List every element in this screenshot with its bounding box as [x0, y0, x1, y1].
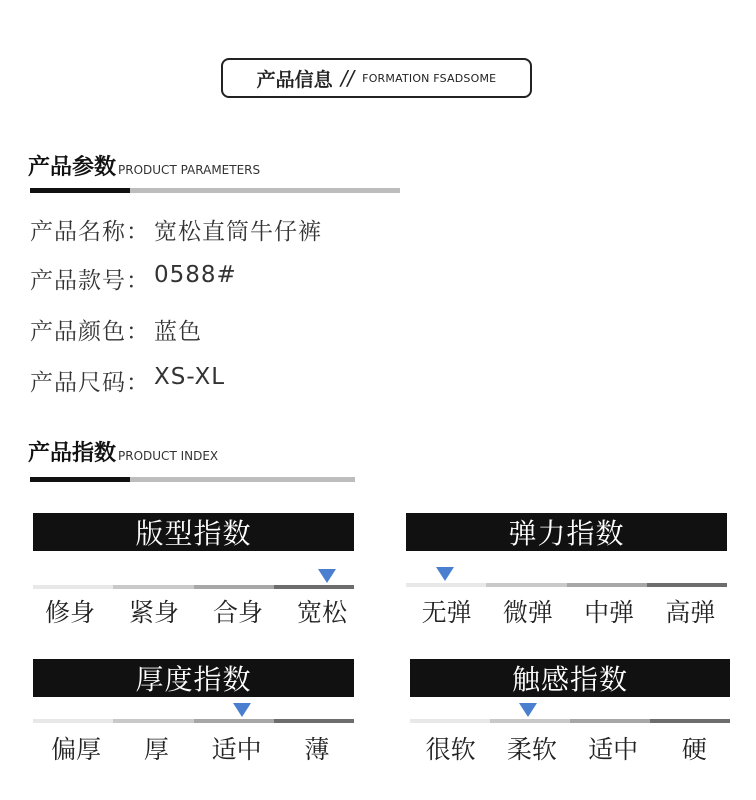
param-value: 宽松直筒牛仔裤 — [154, 219, 322, 245]
option-label: 高弹 — [665, 598, 716, 627]
param-value: 0588# — [154, 262, 237, 288]
option-label: 修身 — [44, 598, 95, 627]
param-label: 产品名称： — [30, 219, 150, 245]
header-title-cn: 产品信息 — [256, 68, 333, 91]
param-color-row — [30, 313, 202, 346]
elasticity-index-header: 弹力指数 — [406, 513, 727, 551]
option-label: 适中 — [588, 735, 639, 764]
option-label: 合身 — [212, 598, 263, 627]
elasticity-index-marker — [436, 567, 454, 581]
option-label: 偏厚 — [51, 735, 102, 764]
option-label: 硬 — [681, 735, 707, 764]
parameters-title-cn: 产品参数 — [28, 155, 117, 180]
header-title-en: FORMATION FSADSOME — [362, 71, 497, 85]
elasticity-index-scale — [406, 583, 727, 587]
param-label: 产品款号： — [30, 268, 150, 294]
index-underline-accent — [30, 477, 130, 482]
param-name-row — [30, 213, 322, 246]
index-title — [28, 436, 218, 467]
parameters-underline — [30, 188, 400, 193]
thickness-index-scale — [33, 719, 354, 723]
index-title-cn: 产品指数 — [28, 441, 117, 466]
fit-index-options — [28, 593, 364, 629]
parameters-underline-accent — [30, 188, 130, 193]
param-label: 产品颜色： — [30, 319, 150, 345]
option-label: 微弹 — [502, 598, 553, 627]
param-size-row — [30, 364, 225, 397]
fit-index-header: 版型指数 — [33, 513, 354, 551]
option-label: 厚 — [143, 735, 169, 764]
option-label: 宽松 — [296, 598, 347, 627]
index-title-en: PRODUCT INDEX — [118, 449, 219, 463]
option-label: 无弹 — [421, 598, 472, 627]
option-label: 中弹 — [584, 598, 635, 627]
thickness-index-header: 厚度指数 — [33, 659, 354, 697]
option-label: 紧身 — [128, 598, 179, 627]
parameters-title — [28, 150, 260, 181]
thickness-index-marker — [233, 703, 251, 717]
touch-index-scale — [410, 719, 730, 723]
touch-index-marker — [519, 703, 537, 717]
parameters-title-en: PRODUCT PARAMETERS — [118, 163, 261, 177]
index-underline — [30, 477, 355, 482]
header-separator: // — [340, 66, 355, 90]
fit-index-marker — [318, 569, 336, 583]
option-label: 适中 — [211, 735, 262, 764]
option-label: 柔软 — [506, 735, 557, 764]
option-label: 薄 — [304, 735, 330, 764]
touch-index-options — [410, 730, 735, 766]
param-style-no-row — [30, 262, 237, 295]
section-header-pill — [221, 58, 532, 98]
touch-index-header: 触感指数 — [410, 659, 730, 697]
elasticity-index-options — [406, 593, 731, 629]
option-label: 很软 — [425, 735, 476, 764]
param-value: 蓝色 — [154, 319, 202, 345]
param-value: XS-XL — [154, 364, 226, 390]
fit-index-scale — [33, 585, 354, 589]
param-label: 产品尺码： — [30, 370, 150, 396]
thickness-index-options — [36, 730, 357, 766]
